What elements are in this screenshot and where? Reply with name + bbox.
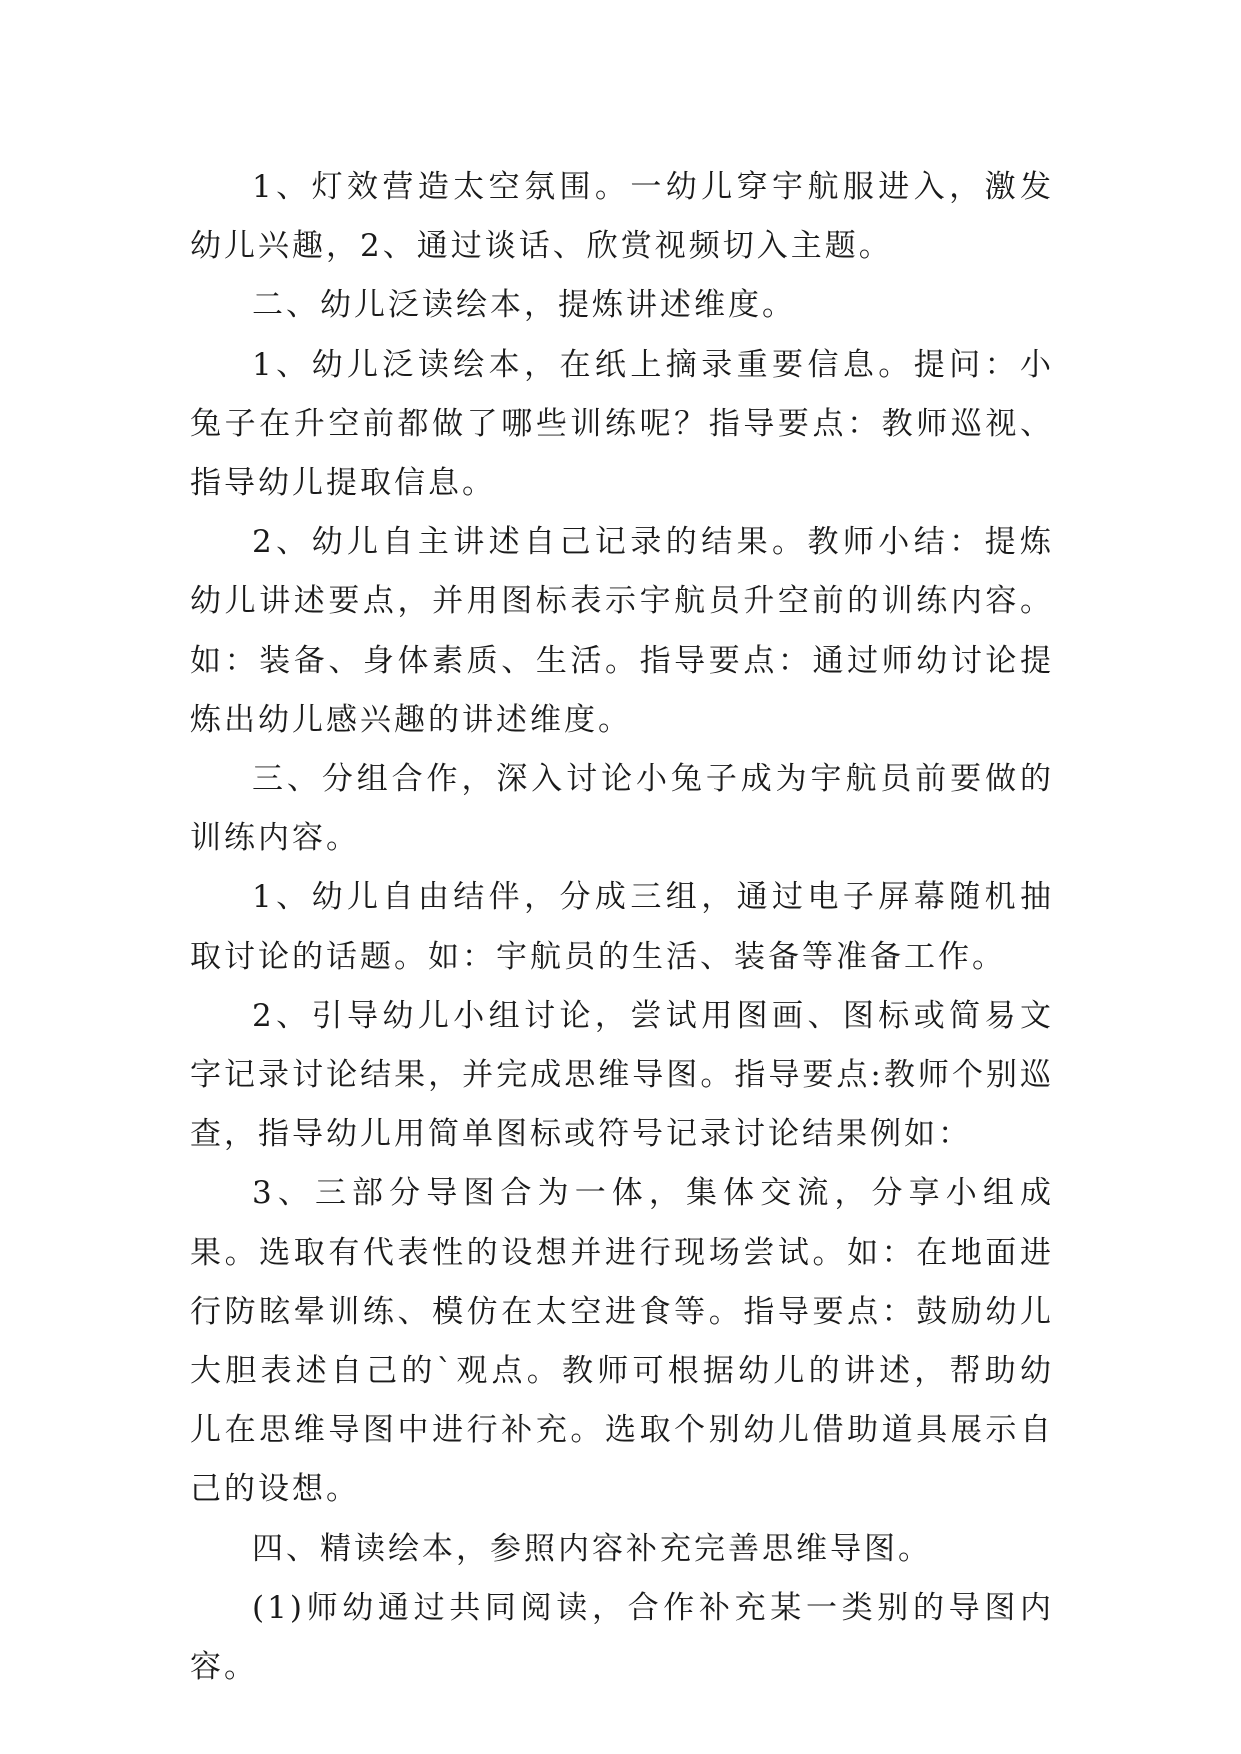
paragraph-intro-activity: 1、灯效营造太空氛围。一幼儿穿宇航服进入，激发幼儿兴趣，2、通过谈话、欣赏视频切入主题。 [190,169,1054,265]
document-body [190,158,1054,1697]
heading-section-four: 四、精读绘本，参照内容补充完善思维导图。 [252,1530,932,1567]
heading-section-two: 二、幼儿泛读绘本，提炼讲述维度。 [252,287,796,324]
paragraph-group-discussion: 2、引导幼儿小组讨论，尝试用图画、图标或简易文字记录讨论结果，并完成思维导图。指导要点:教师个别巡查，指导幼儿用简单图标或符号记录讨论结果例如： [190,997,1054,1153]
paragraph-self-narration: 2、幼儿自主讲述自己记录的结果。教师小结：提炼幼儿讲述要点，并用图标表示宇航员升空前的训练内容。如：装备、身体素质、生活。指导要点：通过师幼讨论提炼出幼儿感兴趣的讲述维度。 [190,524,1054,738]
paragraph-shared-reading: (1)师幼通过共同阅读，合作补充某一类别的导图内容。 [190,1589,1054,1686]
heading-section-three: 三、分组合作，深入讨论小兔子成为宇航员前要做的训练内容。 [190,761,1054,857]
paragraph-grouping: 1、幼儿自由结伴，分成三组，通过电子屏幕随机抽取讨论的话题。如：宇航员的生活、装备等准备工作。 [190,879,1054,975]
paragraph-reading-question: 1、幼儿泛读绘本，在纸上摘录重要信息。提问：小兔子在升空前都做了哪些训练呢？指导要点：教师巡视、指导幼儿提取信息。 [190,346,1054,502]
paragraph-mindmap-merge: 3、三部分导图合为一体，集体交流，分享小组成果。选取有代表性的设想并进行现场尝试。如：在地面进行防眩晕训练、模仿在太空进食等。指导要点：鼓励幼儿大胆表述自己的`观点。教师可根据幼儿的讲述，帮助幼儿在思维导图中进行补充。选取个别幼儿借助道具展示自己的设想。 [190,1175,1054,1508]
